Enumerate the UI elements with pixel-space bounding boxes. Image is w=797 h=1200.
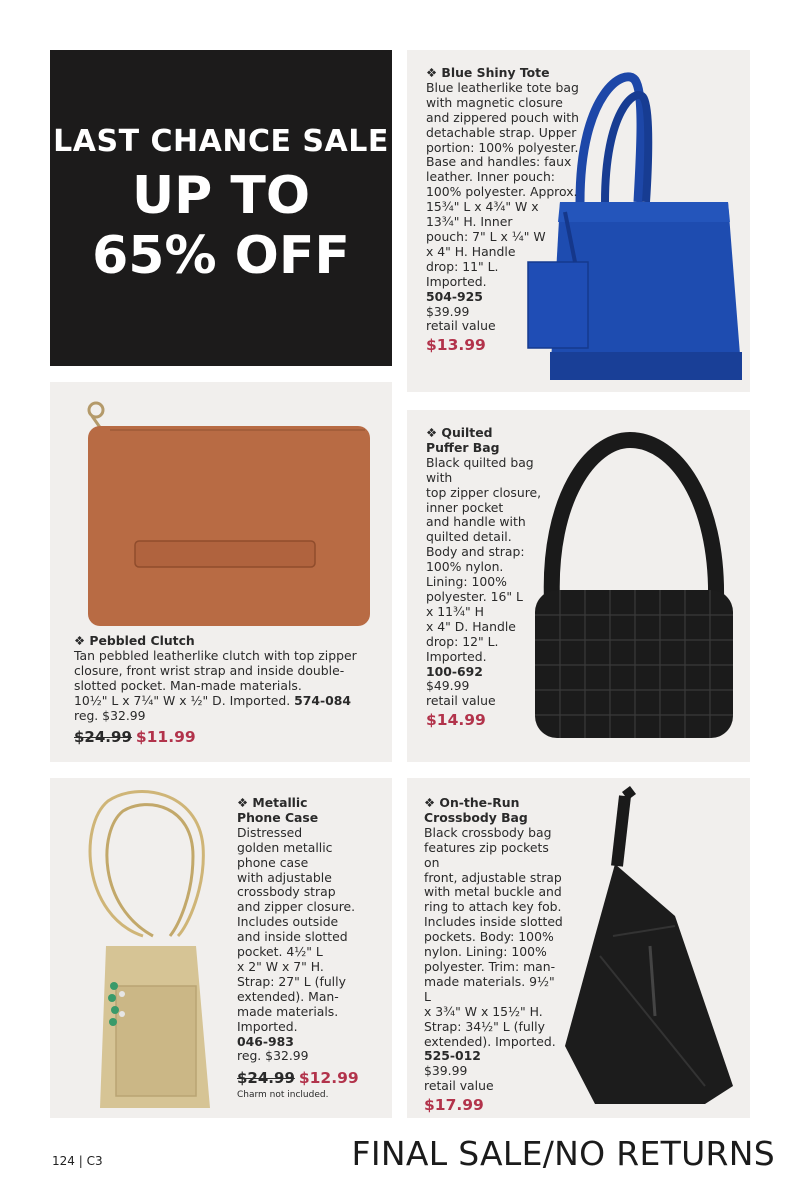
metallic-phone-case-description: ❖ Metallic Phone Case Distressed golden metallic phone case with adjustable crossbody strap and zipper closure. Includes outside and inside slotted pocket. 4½" L x 2" W x 7" H. Strap: 27" L (fully extended). Man- made materials. Imported. 046-983 reg. $32.99 $24.99 $12.99 Charm not included. [237, 796, 387, 1101]
promo-banner [50, 50, 392, 366]
old-price: $24.99 [237, 1069, 295, 1088]
pebbled-clutch-description: ❖ Pebbled Clutch Tan pebbled leatherlike clutch with top zipper closure, front wrist strap and inside double- slotted pocket. Man-made materials. 10½" L x 7¼" W x ½" D. Imported. 574-084 reg. $32.99 $24.99 $11.99 [74, 634, 374, 748]
product-sku: 525-012 [424, 1048, 481, 1064]
sale-price: $13.99 [426, 336, 486, 355]
promo-line-2: UP TO [131, 166, 311, 226]
price-note: retail value [426, 693, 496, 709]
product-sku: 574-084 [294, 692, 351, 708]
product-name: ❖ On-the-Run [424, 795, 520, 810]
product-name: ❖ Metallic [237, 795, 308, 810]
crossbody-bag-image [555, 786, 740, 1111]
old-price: $24.99 [74, 728, 132, 747]
reg-price: reg. $32.99 [237, 1048, 309, 1064]
quilted-puffer-image [530, 430, 738, 745]
crossbody-description: ❖ On-the-Run Crossbody Bag Black crossbody bag features zip pockets on front, adjustable strap with metal buckle and ring to attach key fob. Includes inside slotted pockets. Body: 100% nylon. Lining: 100% polyester. Trim: man- made materials. 9½" L x 3¾" W x 15½" H. Strap: 34½" L (fully extended). Imported. 525-012 $39.99 retail value $17.99 [424, 795, 563, 1115]
product-sku: 504-925 [426, 288, 483, 304]
price-note: retail value [426, 318, 496, 334]
product-name: ❖ Blue Shiny Tote [426, 65, 550, 80]
list-price: $39.99 [424, 1063, 468, 1079]
metallic-phone-case-image [78, 786, 228, 1116]
quilted-puffer-description: ❖ Quilted Puffer Bag Black quilted bag with top zipper closure, inner pocket and handle with quilted detail. Body and strap: 100% nylon. Lining: 100% polyester. 16" L x 11¾" H x 4" D. Handle drop: 12" L. Imported. 100-692 $49.99 retail value $14.99 [426, 426, 546, 731]
blue-tote-description: ❖ Blue Shiny Tote Blue leatherlike tote bag with magnetic closure and zippered pouch with detachable strap. Upper portion: 100% polyester. Base and handles: faux leather. Inner pouch: 100% polyester. Approx. 15¾" L x 4¾" W x 13¾" H. Inner pouch: 7" L x ¼" W x 4" H. Handle drop: 11" L. Imported. 504-925 $39.99 retail value $13.99 [426, 66, 586, 356]
page-number: 124 | C3 [52, 1154, 103, 1168]
sale-price: $11.99 [135, 728, 196, 747]
product-name: ❖ Pebbled Clutch [74, 633, 195, 648]
list-price: $49.99 [426, 678, 470, 694]
price-note: retail value [424, 1078, 494, 1094]
final-sale-banner: FINAL SALE/NO RETURNS [351, 1134, 775, 1173]
list-price: $39.99 [426, 303, 470, 319]
sale-price: $17.99 [424, 1096, 484, 1115]
sale-price: $14.99 [426, 711, 486, 730]
product-sku: 046-983 [237, 1033, 294, 1049]
promo-line-3: 65% OFF [92, 226, 350, 286]
product-sku: 100-692 [426, 663, 483, 679]
pebbled-clutch-image [80, 396, 375, 628]
charm-note: Charm not included. [237, 1090, 329, 1101]
sale-price: $12.99 [298, 1069, 359, 1088]
product-name: ❖ Quilted [426, 425, 493, 440]
reg-price: reg. $32.99 [74, 707, 146, 723]
promo-line-1: LAST CHANCE SALE [53, 124, 389, 159]
dimensions: 10½" L x 7¼" W x ½" D. Imported. [74, 692, 291, 708]
